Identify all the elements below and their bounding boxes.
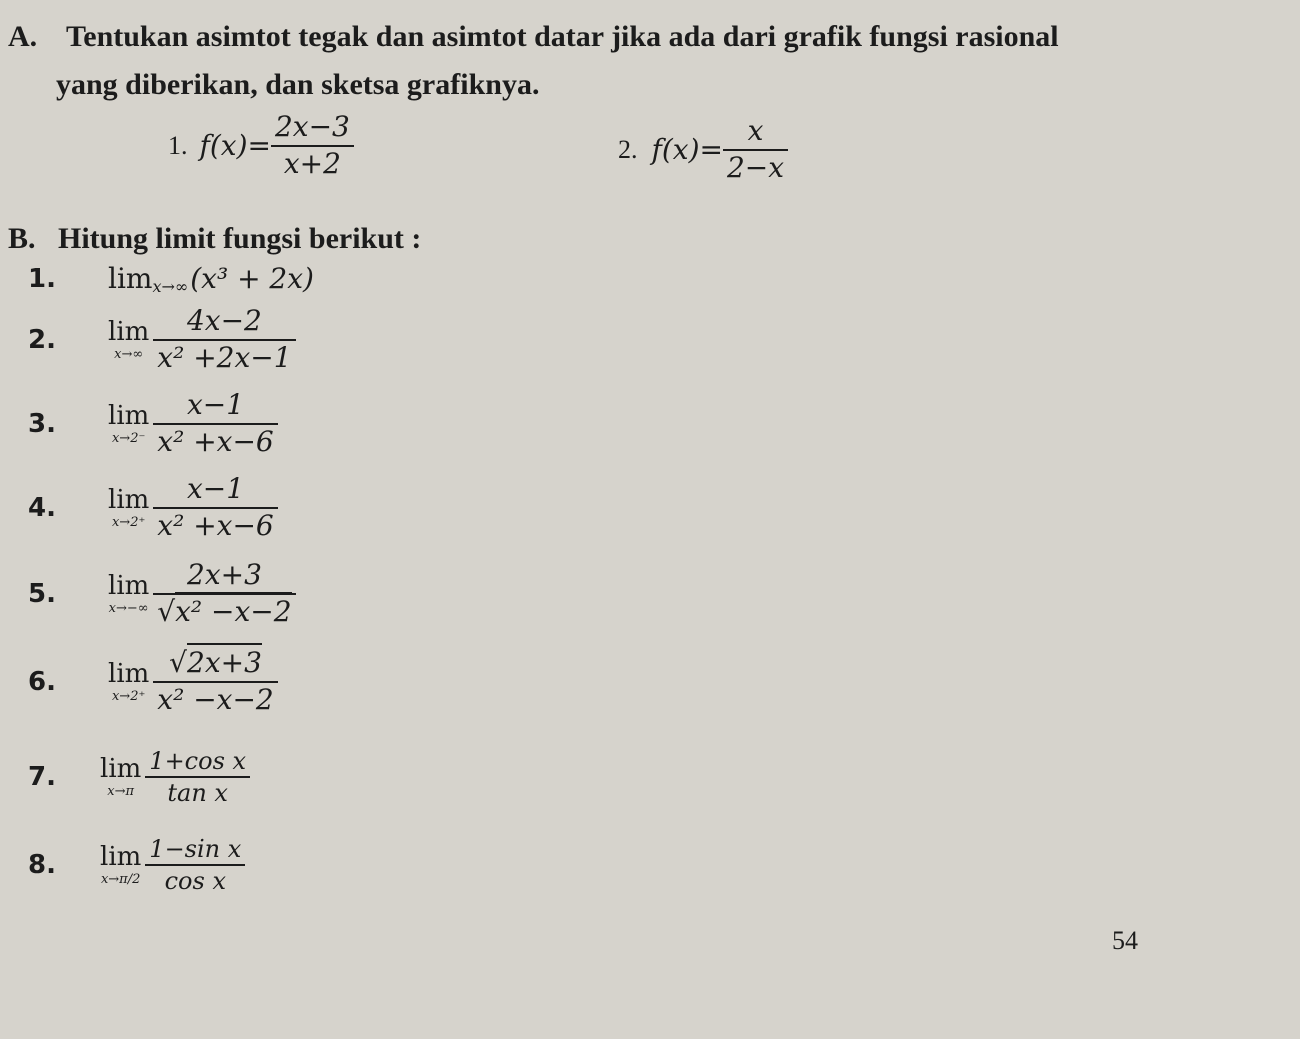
limit-operator [100, 844, 141, 886]
numerator: 2x+3 [187, 558, 262, 591]
numerator: 2x−3 [274, 110, 350, 143]
section-a-letter: A. [8, 20, 38, 53]
a-item-1 [168, 112, 354, 180]
numerator: x [747, 114, 764, 147]
lim-subscript: x→2⁺ [111, 514, 146, 530]
b-item-5 [28, 560, 296, 628]
page-number: 54 [1112, 926, 1138, 955]
fraction [153, 390, 277, 458]
limit-operator [108, 658, 150, 704]
lim-operator: lim [108, 262, 153, 295]
fraction-bar [145, 864, 245, 866]
b-item-4 [28, 474, 278, 542]
lim-text: lim [100, 842, 142, 873]
fraction [153, 648, 277, 716]
radicand: 2x+3 [187, 643, 262, 679]
fraction [153, 560, 295, 628]
limit-operator [108, 316, 150, 362]
numerator: x−1 [186, 388, 245, 421]
numerator: x−1 [186, 472, 245, 505]
lim-text: lim [108, 400, 150, 431]
denominator: x+2 [283, 146, 341, 180]
denominator: x² +2x−1 [157, 340, 292, 374]
lim-text: lim [108, 316, 150, 347]
lim-subscript: x→π [107, 784, 135, 800]
denominator: tan x [167, 779, 228, 808]
b-item-number: 2. [28, 324, 56, 355]
radical-sign-icon: √ [169, 646, 187, 679]
b-item-number: 1. [28, 263, 56, 294]
denominator: x² −x−2 [157, 682, 274, 716]
section-a-heading [8, 20, 1059, 54]
radical-sign-icon: √ [157, 594, 176, 628]
fraction [153, 306, 295, 374]
b-item-6 [28, 648, 278, 716]
b-item-number: 6. [28, 666, 56, 697]
a-item-number: 2. [618, 134, 638, 164]
fraction [271, 112, 354, 180]
b-item-number: 4. [28, 492, 56, 523]
b-item-number: 7. [28, 762, 56, 793]
b-item-1 [28, 262, 314, 295]
b-item-number: 5. [28, 578, 56, 609]
fraction [145, 748, 250, 807]
fraction [153, 474, 277, 542]
b-item-7 [28, 748, 250, 807]
section-b-letter: B. [8, 222, 36, 255]
lim-text: lim [108, 570, 150, 601]
b-item-2 [28, 306, 296, 374]
denominator-root [153, 594, 295, 628]
lim-text: lim [108, 484, 150, 515]
denominator: cos x [164, 867, 226, 896]
b-item-number: 3. [28, 408, 56, 439]
square-root [157, 594, 292, 628]
lim-subscript: x→π/2 [100, 872, 141, 888]
denominator: x² +x−6 [157, 508, 274, 542]
a-item-2 [618, 116, 788, 184]
function-lhs: f(x)= [651, 133, 723, 167]
fraction-bar [145, 776, 250, 778]
lim-subscript: x→2⁻ [111, 430, 146, 446]
radicand: x² −x−2 [175, 592, 291, 628]
section-a-line1: Tentukan asimtot tegak dan asimtot datar jika ada dari grafik fungsi rasional [66, 20, 1059, 53]
denominator: x² +x−6 [157, 424, 274, 458]
denominator: 2−x [726, 150, 785, 184]
numerator: 1−sin x [149, 835, 242, 863]
limit-expression: (x³ + 2x) [190, 262, 314, 295]
numerator: 4x−2 [186, 304, 262, 337]
fraction [723, 116, 788, 184]
lim-text: lim [108, 658, 150, 689]
limit-operator [108, 484, 150, 530]
b-item-8 [28, 836, 245, 895]
a-item-number: 1. [168, 130, 188, 160]
limit-operator [108, 400, 150, 446]
fraction [145, 836, 245, 895]
function-lhs: f(x)= [199, 129, 271, 163]
section-b-heading [8, 222, 421, 256]
b-item-3 [28, 390, 278, 458]
limit-operator [108, 570, 150, 616]
lim-text: lim [100, 754, 142, 785]
lim-subscript: x→∞ [152, 277, 189, 296]
section-b-title: Hitung limit fungsi berikut : [58, 222, 422, 255]
numerator-root [165, 648, 266, 679]
lim-subscript: x→−∞ [108, 600, 149, 616]
lim-subscript: x→2⁺ [111, 688, 146, 704]
square-root [169, 648, 262, 679]
limit-operator [100, 756, 141, 798]
section-a-line2: yang diberikan, dan sketsa grafiknya. [56, 68, 540, 101]
lim-subscript: x→∞ [114, 346, 144, 362]
b-item-number: 8. [28, 850, 56, 881]
numerator: 1+cos x [149, 747, 247, 775]
